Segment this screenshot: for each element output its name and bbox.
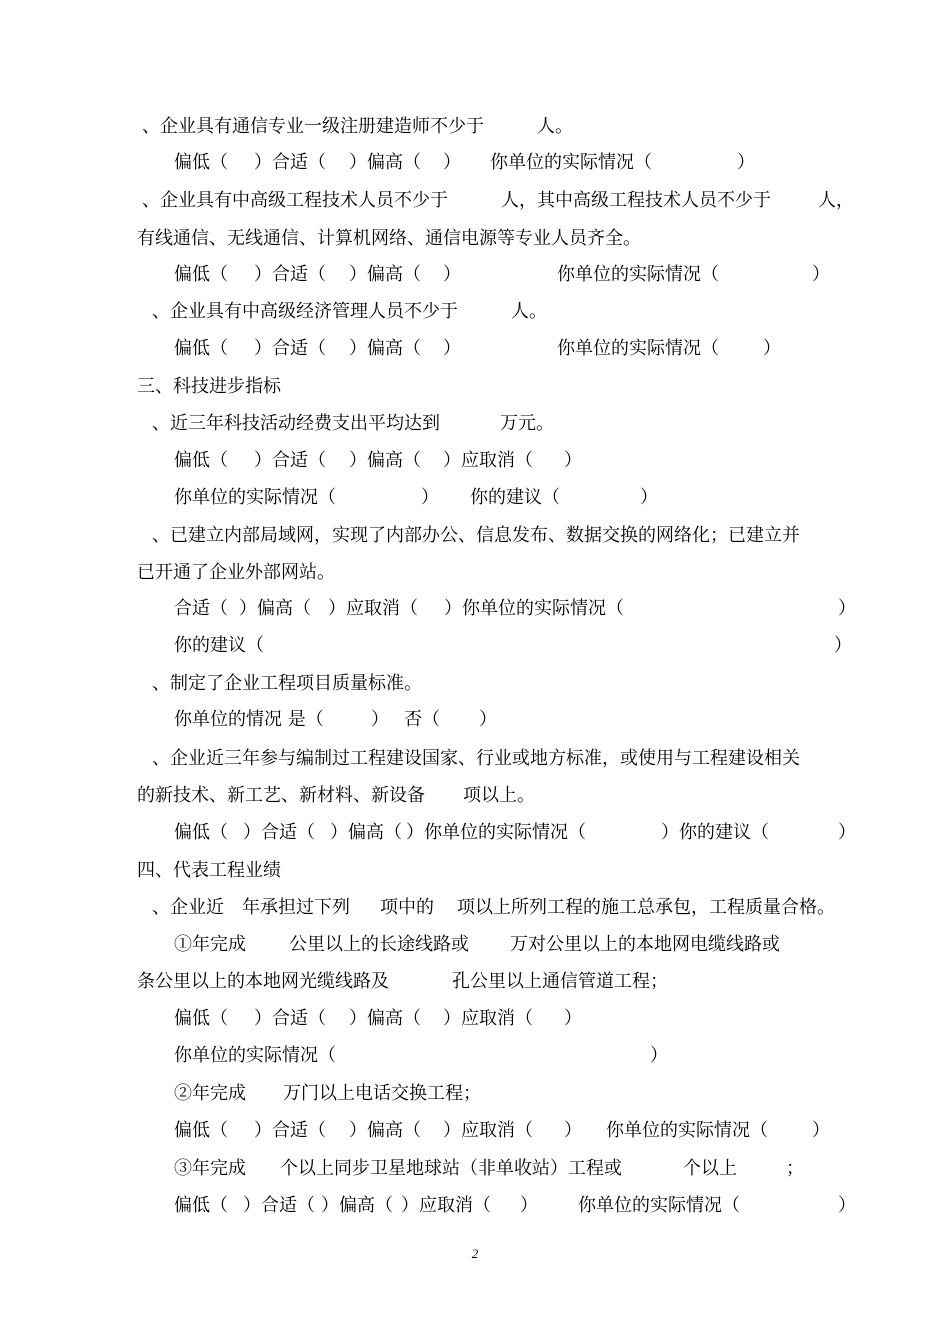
text-segment: 你单位的实际情况（ [174,1045,336,1066]
text-segment: ） [421,487,439,508]
text-segment: ）偏高（ [349,264,421,285]
text-segment: 偏低（ [174,822,228,843]
text-segment: ） [520,1195,538,1216]
text-segment: 已开通了企业外部网站。 [137,562,335,583]
text-segment: 万元。 [500,413,554,434]
text-segment: 你单位的情况 是（ [174,709,324,730]
text-line [0,297,950,327]
text-segment: ）合适（ [243,1195,315,1216]
text-segment: 条公里以上的本地网光缆线路及 [137,971,389,992]
text-segment: 三、科技进步指标 [137,376,281,397]
text-segment: ）偏高（ [349,1008,421,1029]
text-line [0,705,950,735]
text-segment: 四、代表工程业绩 [137,860,281,881]
text-segment: ）合适（ [254,152,326,173]
text-segment: 人，其中高级工程技术人员不少于 [501,190,771,211]
text-line [0,631,950,661]
text-line [0,1041,950,1071]
text-segment: 人。 [537,116,573,137]
text-line [0,521,950,551]
text-segment: ）合适（ [254,1008,326,1029]
text-segment: ）合适（ [254,264,326,285]
text-segment: 人， [818,190,854,211]
text-segment: 、企业近三年参与编制过工程建设国家、行业或地方标准，或使用与工程建设相关 [152,748,800,769]
text-segment: ）偏高（ [349,152,421,173]
text-segment: ）合适（ [254,450,326,471]
text-segment: ） [812,1120,830,1141]
text-segment: 偏低（ [174,1120,228,1141]
text-segment: 、企业具有中高级经济管理人员不少于 [152,301,458,322]
text-segment: ） [812,264,830,285]
text-segment: ）应取消（ [443,450,533,471]
text-segment: ③年完成 [174,1158,246,1179]
text-line [0,818,950,848]
text-segment: ） [371,709,389,730]
text-segment: ）偏高（ [239,598,311,619]
text-segment: ） [564,450,582,471]
text-line [0,930,950,960]
text-segment: ） [838,598,856,619]
text-segment: 偏低（ [174,1195,228,1216]
text-segment: ）应取消（ [401,1195,491,1216]
text-line [0,594,950,624]
text-segment: 你单位的实际情况（ [557,338,719,359]
text-segment: ）偏高（ [330,822,402,843]
text-line [0,186,950,216]
text-segment: 你单位的实际情况（ [174,487,336,508]
text-segment: 的新技术、新工艺、新材料、新设备 [137,785,425,806]
text-line [0,409,950,439]
text-segment: ） [640,487,658,508]
text-line [0,558,950,588]
text-segment: 项以上所列工程的施工总承包，工程质量合格。 [457,897,835,918]
text-segment: 合适（ [174,598,228,619]
text-segment: 人。 [511,301,547,322]
text-segment: 偏低（ [174,1008,228,1029]
text-line [0,1154,950,1184]
text-segment: 你单位的实际情况（ [578,1195,740,1216]
text-segment: ； [786,1158,804,1179]
text-segment: ）偏高（ [349,1120,421,1141]
text-segment: 个以上同步卫星地球站（非单收站）工程或 [280,1158,622,1179]
text-segment: 偏低（ [174,338,228,359]
text-line [0,148,950,178]
text-segment: 、制定了企业工程项目质量标准。 [152,673,422,694]
text-line [0,372,950,402]
text-segment: 项以上。 [463,785,535,806]
text-segment: 、企业近 [152,897,224,918]
text-line [0,669,950,699]
text-segment: 个以上 [683,1158,737,1179]
text-segment: 、已建立内部局域网，实现了内部办公、信息发布、数据交换的网络化；已建立并 [152,525,800,546]
text-line [0,856,950,886]
text-segment: 、企业具有通信专业一级注册建造师不少于 [142,116,484,137]
text-segment: ） [443,338,461,359]
text-segment: ） [650,1045,668,1066]
text-segment: 你的建议（ [174,635,264,656]
text-segment: ）合适（ [243,822,315,843]
text-line [0,893,950,923]
text-segment: 公里以上的长途线路或 [289,934,469,955]
text-line [0,112,950,142]
text-segment: ）偏高（ [349,450,421,471]
text-line [0,260,950,290]
text-segment: 有线通信、无线通信、计算机网络、通信电源等专业人员齐全。 [137,228,641,249]
text-segment: ）合适（ [254,338,326,359]
text-segment: ）偏高（ [349,338,421,359]
text-segment: 、近三年科技活动经费支出平均达到 [152,413,440,434]
text-segment: ）应取消（ [443,1008,533,1029]
text-segment: ）应取消（ [443,1120,533,1141]
text-segment: ）应取消（ [328,598,418,619]
text-segment: ） [834,635,852,656]
text-line [0,744,950,774]
text-segment: 否（ [404,709,440,730]
text-segment: ）你单位的实际情况（ [444,598,624,619]
text-line [0,224,950,254]
text-segment: 偏低（ [174,152,228,173]
text-line [0,446,950,476]
text-segment: ） [838,1195,856,1216]
text-segment: 年承担过下列 [242,897,350,918]
text-segment: ） [443,264,461,285]
text-segment: ）你单位的实际情况（ [406,822,586,843]
text-segment: ） [763,338,781,359]
text-line [0,1191,950,1221]
text-segment: 万对公里以上的本地网电缆线路或 [510,934,780,955]
text-segment: 偏低（ [174,264,228,285]
text-line [0,1079,950,1109]
text-line [0,781,950,811]
text-line [0,1004,950,1034]
text-segment: ①年完成 [174,934,246,955]
text-segment: ）你的建议（ [661,822,769,843]
text-segment: ） [479,709,497,730]
text-segment: ②年完成 [174,1083,246,1104]
text-segment: 项中的 [380,897,434,918]
text-segment: 偏低（ [174,450,228,471]
text-segment: 万门以上电话交换工程； [283,1083,481,1104]
text-segment: ）合适（ [254,1120,326,1141]
text-segment: ）偏高（ [321,1195,393,1216]
text-segment: 你单位的实际情况（ [606,1120,768,1141]
page-number: 2 [471,1246,479,1261]
text-segment: 孔公里以上通信管道工程； [452,971,668,992]
text-segment: ） [838,822,856,843]
text-segment: ） [443,152,461,173]
text-line [0,967,950,997]
text-segment: 你单位的实际情况（ [557,264,719,285]
text-segment: ） [737,152,755,173]
text-line [0,483,950,513]
text-segment: ） [564,1120,582,1141]
text-line [0,334,950,364]
text-line [0,1116,950,1146]
text-segment: 你单位的实际情况（ [490,152,652,173]
text-segment: 你的建议（ [470,487,560,508]
text-segment: 、企业具有中高级工程技术人员不少于 [142,190,448,211]
text-segment: ） [564,1008,582,1029]
